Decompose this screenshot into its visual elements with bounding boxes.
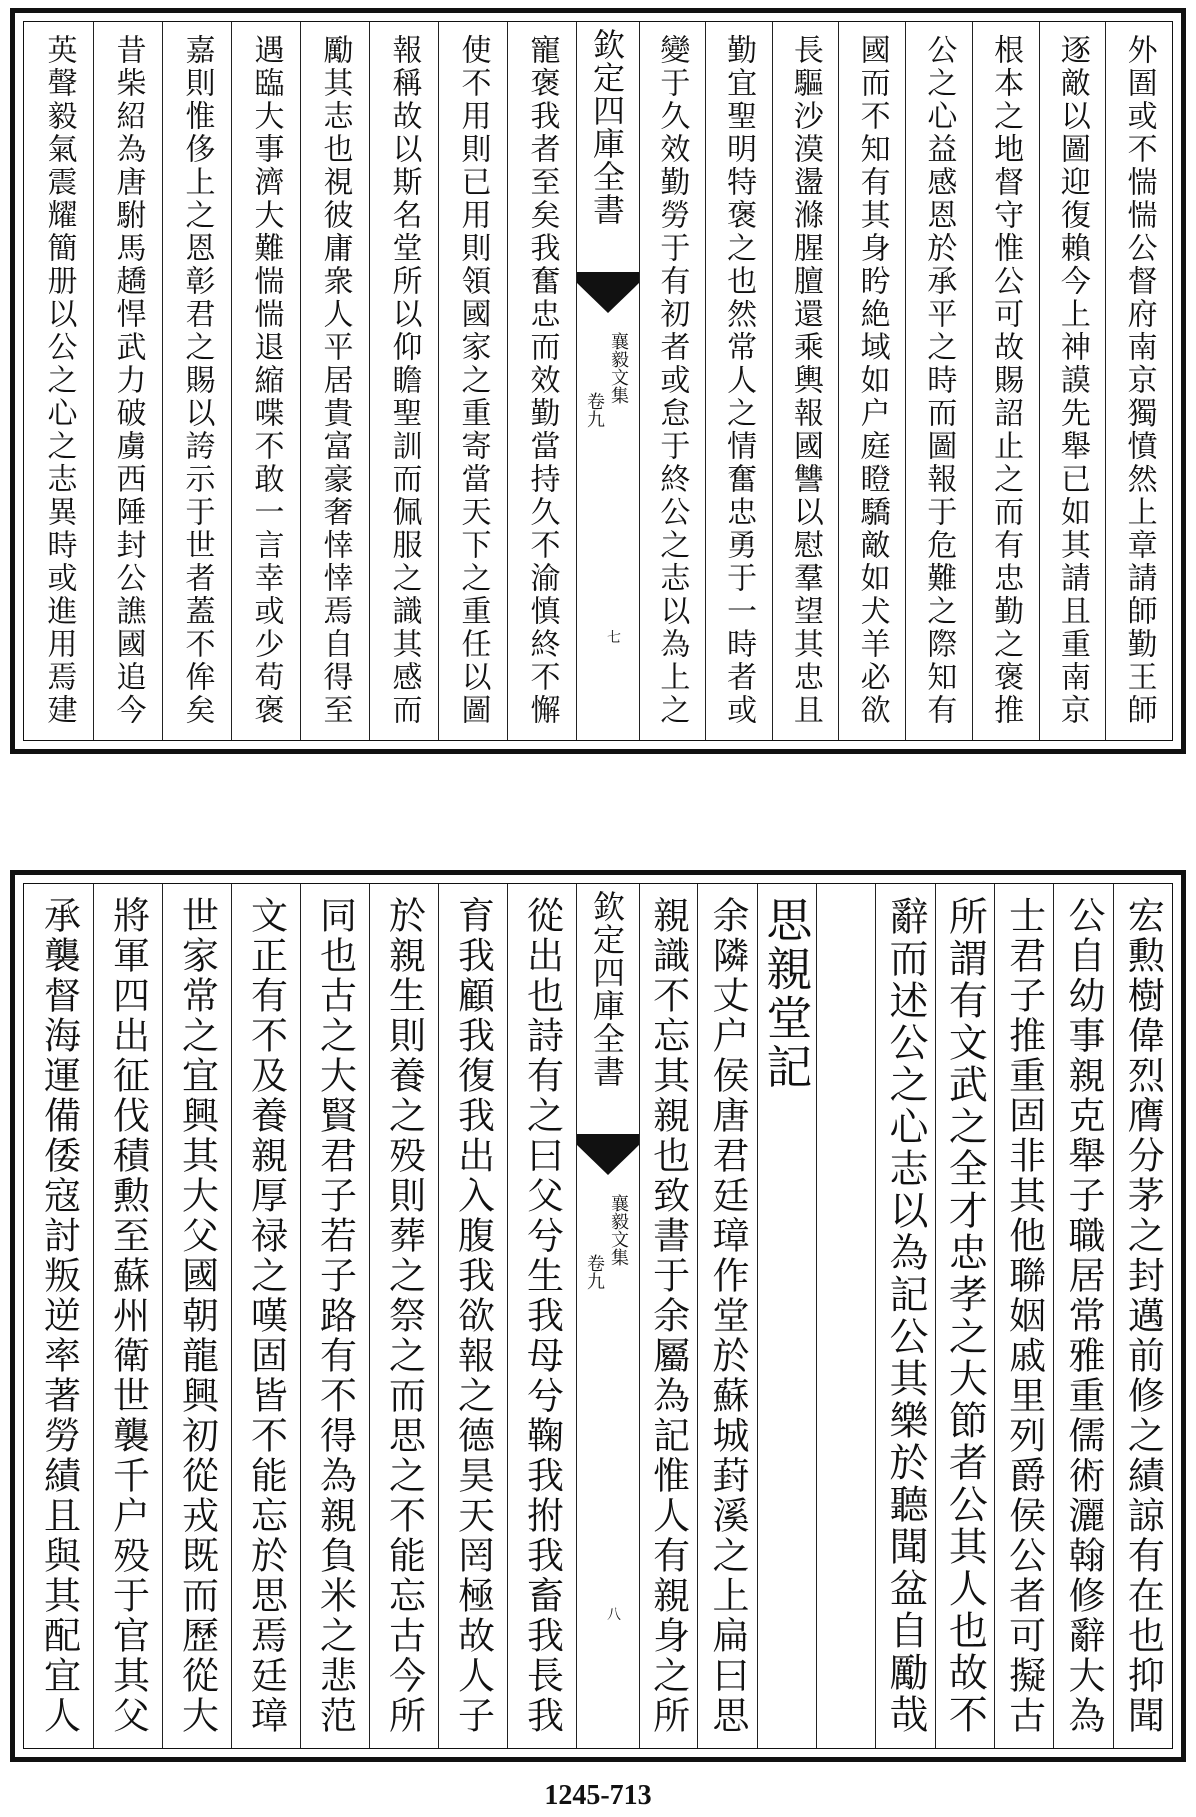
column-rule <box>369 884 370 1748</box>
text-column: 文正有不及養親厚禄之嘆固皆不能忘於思焉廷璋 <box>244 896 288 1736</box>
column-rule <box>507 884 508 1748</box>
text-column: 報稱故以斯名堂所以仰瞻聖訓而佩服之識其感而 <box>386 34 422 727</box>
column-rule <box>300 22 301 740</box>
text-column: 勵其志也視彼庸衆人平居貴富豪奢悻悻焉自得至 <box>317 34 353 727</box>
column-rule <box>162 22 163 740</box>
center-column <box>576 22 640 740</box>
column-rule <box>93 884 94 1748</box>
column-rule <box>438 22 439 740</box>
text-column: 辭而述公之心志以為記公其樂於聽聞盆自勵哉 <box>883 896 928 1736</box>
text-column: 嘉則惟侈上之恩彰君之賜以誇示于世者蓋不侔矣 <box>179 34 215 727</box>
text-column: 外圄或不惴惴公督府南京獨憤然上章請師勤王師 <box>1121 34 1157 727</box>
column-rule <box>231 22 232 740</box>
column-rule <box>162 884 163 1748</box>
text-column: 英聲毅氣震耀簡册以公之心之志異時或進用焉建 <box>41 34 77 727</box>
text-column: 宏勲樹偉烈膺分茅之封邁前修之績諒有在也抑聞 <box>1121 896 1165 1736</box>
text-column: 長驅沙漠盪滌腥膻還乘輿報國讐以慰羣望其忠且 <box>787 34 823 727</box>
text-column: 於親生則養之殁則葬之祭之而思之不能忘古今所 <box>382 896 426 1736</box>
text-column: 勤宜聖明特褒之也然常人之情奮忠勇于一時者或 <box>721 34 757 727</box>
text-column: 思親堂記 <box>759 896 814 1092</box>
text-column: 親識不忘其親也致書于余屬為記惟人有親身之所 <box>646 896 690 1736</box>
center-volume: 卷九 <box>584 392 605 428</box>
center-page-number: 八 <box>607 1607 621 1623</box>
center-book-name: 襄毅文集 <box>608 1194 629 1266</box>
text-column: 士君子推重固非其他聯姻戚里列爵侯公者可擬古 <box>1002 896 1046 1736</box>
text-column: 所謂有文武之全才忠孝之大節者公其人也故不 <box>942 896 988 1736</box>
bottom-page <box>10 870 1186 1762</box>
page-number-footer: 1245-713 <box>544 1780 652 1811</box>
text-column: 國而不知有其身盻絶域如户庭瞪驕敵如犬羊必欲 <box>854 34 890 727</box>
column-rule <box>507 22 508 740</box>
column-rule <box>972 22 973 740</box>
text-column: 將軍四出征伐積勲至蘇州衛世襲千户殁于官其父 <box>106 896 150 1736</box>
column-rule <box>231 884 232 1748</box>
top-page <box>10 8 1186 754</box>
text-column: 寵褒我者至矣我奮忠而效勤當持久不渝慎終不懈 <box>524 34 560 727</box>
text-column: 從出也詩有之曰父兮生我母兮鞠我拊我畜我長我 <box>520 896 564 1736</box>
column-rule <box>93 22 94 740</box>
column-rule <box>1105 22 1106 740</box>
column-rule <box>300 884 301 1748</box>
column-rule <box>1039 22 1040 740</box>
center-column <box>576 884 640 1748</box>
column-rule <box>772 22 773 740</box>
text-column: 使不用則已用則領國家之重寄當天下之重任以圖 <box>455 34 491 727</box>
text-column: 育我顧我復我出入腹我欲報之德昊天罔極故人子 <box>451 896 495 1736</box>
center-title: 欽定四庫全書 <box>588 890 626 1088</box>
text-column: 承襲督海運備倭寇討叛逆率著勞績且與其配宜人 <box>37 896 81 1736</box>
text-column: 公之心益感恩於承平之時而圖報于危難之際知有 <box>921 34 957 727</box>
center-title: 欽定四庫全書 <box>588 28 626 226</box>
text-column: 公自幼事親克舉子職居常雅重儒術灑翰修辭大為 <box>1062 896 1105 1736</box>
center-page-number: 七 <box>607 630 621 646</box>
fishtail-mark-icon <box>577 1134 639 1180</box>
text-column: 變于久效勤勞于有初者或怠于終公之志以為上之 <box>654 34 690 727</box>
column-rule <box>838 22 839 740</box>
text-column: 同也古之大賢君子若子路有不得為親負米之悲范 <box>313 896 357 1736</box>
text-column: 遇臨大事濟大難惴惴退縮喋不敢一言幸或少苟褒 <box>248 34 284 727</box>
column-rule <box>905 22 906 740</box>
column-rule <box>369 22 370 740</box>
text-column: 余隣丈户侯唐君廷璋作堂於蘇城葑溪之上扁曰思 <box>706 896 749 1736</box>
column-rule <box>438 884 439 1748</box>
text-column: 逐敵以圖迎復賴今上神謨先舉已如其請且重南京 <box>1054 34 1090 727</box>
center-volume: 卷九 <box>584 1254 605 1290</box>
text-column: 昔柴紹為唐駙馬趫悍武力破虜西陲封公譙國追今 <box>110 34 146 727</box>
column-rule <box>875 884 876 1748</box>
center-book-name: 襄毅文集 <box>608 332 629 404</box>
fishtail-mark-icon <box>577 272 639 318</box>
text-column: 根本之地督守惟公可故賜詔止之而有忠勤之褒推 <box>988 34 1024 727</box>
column-rule <box>705 22 706 740</box>
text-column: 世家常之宜興其大父國朝龍興初從戎既而歷從大 <box>175 896 219 1736</box>
